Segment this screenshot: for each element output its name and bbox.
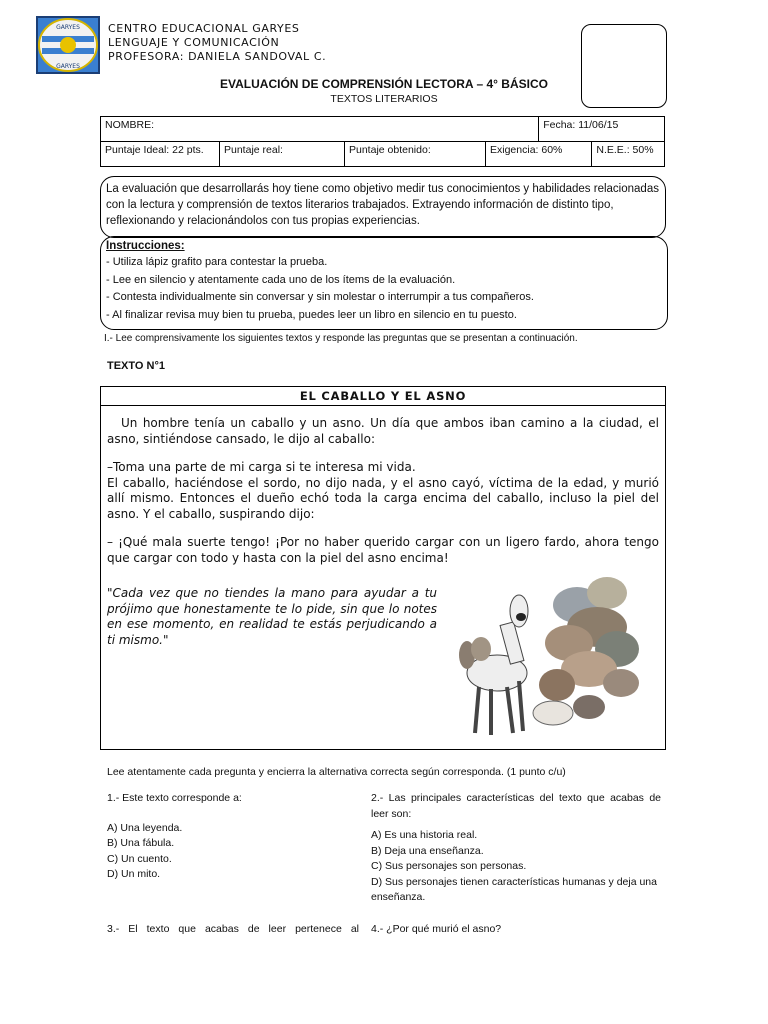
question-2: [371, 791, 661, 906]
q2-option-b[interactable]: B) Deja una enseñanza.: [371, 844, 484, 857]
q2-option-a[interactable]: A) Es una historia real.: [371, 829, 478, 841]
instruction-item: - Al finalizar revisa muy bien tu prueba, puedes leer un libro en silencio en tu puesto.: [106, 308, 517, 321]
story-moral: "Cada vez que no tiendes la mano para ayudar a tu prójimo que honestamente te lo pide, sin que lo notes en ese momento, en realidad te estás perjudicando a ti mismo.": [107, 586, 437, 647]
objective-text: La evaluación que desarrollarás hoy tiene como objetivo medir tus conocimientos y habilidades relacionadas con la lectura y comprensión de textos literarios trabajados. Extrayendo información de distinto tipo, reflexionando y relacionándolos con tus propias experiencias.: [106, 183, 659, 227]
story-box: [100, 386, 666, 750]
teacher-name: PROFESORA: DANIELA SANDOVAL C.: [108, 50, 327, 63]
story-paragraph: – ¡Qué mala suerte tengo! ¡Por no haber querido cargar con un ligero fardo, ahora tengo que cargar con todo y hasta con la piel del asno encima!: [107, 535, 659, 565]
exigencia: Exigencia: 60%: [486, 142, 592, 167]
q1-option-b[interactable]: B) Una fábula.: [107, 837, 175, 849]
school-name: CENTRO EDUCACIONAL GARYES: [108, 22, 300, 35]
story-paragraph: –Toma una parte de mi carga si te interesa mi vida.: [107, 460, 416, 474]
section-intro: I.- Lee comprensivamente los siguientes textos y responde las preguntas que se presentan a continuación.: [104, 333, 578, 344]
question-4-text: 4.- ¿Por qué murió el asno?: [371, 923, 502, 935]
instruction-item: - Utiliza lápiz grafito para contestar la prueba.: [106, 256, 328, 268]
story-title: EL CABALLO Y EL ASNO: [101, 387, 665, 406]
subject-name: LENGUAJE Y COMUNICACIÓN: [108, 36, 280, 49]
instructions-box: [100, 236, 668, 330]
ideal-score: Puntaje Ideal: 22 pts.: [101, 142, 220, 167]
question-3-text: 3.- El texto que acabas de leer pertenece al: [107, 923, 359, 935]
real-score-field[interactable]: Puntaje real:: [220, 142, 345, 167]
q1-option-a[interactable]: A) Una leyenda.: [107, 821, 183, 834]
q2-option-c[interactable]: C) Sus personajes son personas.: [371, 860, 527, 872]
question-1: [107, 791, 357, 883]
q2-option-d[interactable]: D) Sus personajes tienen características humanas y deja una enseñanza.: [371, 875, 657, 903]
svg-text:GARYES: GARYES: [56, 24, 80, 31]
questions-intro: Lee atentamente cada pregunta y encierra la alternativa correcta según corresponda. (1 punto c/u): [107, 766, 566, 778]
question-1-text: 1.- Este texto corresponde a:: [107, 792, 242, 804]
text-label: TEXTO N°1: [107, 360, 165, 372]
nee: N.E.E.: 50%: [592, 142, 665, 167]
q1-option-c[interactable]: C) Un cuento.: [107, 852, 172, 865]
story-paragraph: El caballo, haciéndose el sordo, no dijo nada, y el asno cayó, víctima de la edad, y murió allí mismo. Entonces el dueño echó toda la carga encima del caballo, incluso la piel del asno. Y el caballo, suspirando dijo:: [107, 475, 659, 521]
svg-text:GARYES: GARYES: [56, 63, 80, 70]
student-info-table: [100, 116, 665, 167]
page-subtitle: TEXTOS LITERARIOS: [330, 93, 438, 105]
question-2-text: 2.- Las principales características del texto que acabas de leer son:: [371, 792, 661, 820]
name-field[interactable]: NOMBRE:: [101, 117, 539, 142]
instructions-heading: Instrucciones:: [106, 240, 185, 252]
date-field: Fecha: 11/06/15: [539, 117, 665, 142]
instruction-item: - Contesta individualmente sin conversar y sin molestar o interrumpir a tus compañeros.: [106, 291, 534, 303]
instruction-item: - Lee en silencio y atentamente cada uno de los ítems de la evaluación.: [106, 273, 456, 286]
story-paragraph: Un hombre tenía un caballo y un asno. Un día que ambos iban camino a la ciudad, el asno, sintiéndose cansado, le dijo al caballo:: [107, 416, 659, 446]
page-title: EVALUACIÓN DE COMPRENSIÓN LECTORA – 4° BÁSICO: [220, 77, 548, 91]
horse-donkey-illustration: [457, 565, 657, 747]
school-logo: [36, 16, 100, 74]
q1-option-d[interactable]: D) Un mito.: [107, 868, 161, 880]
objective-box: [100, 176, 666, 238]
obtained-score-field[interactable]: Puntaje obtenido:: [345, 142, 486, 167]
